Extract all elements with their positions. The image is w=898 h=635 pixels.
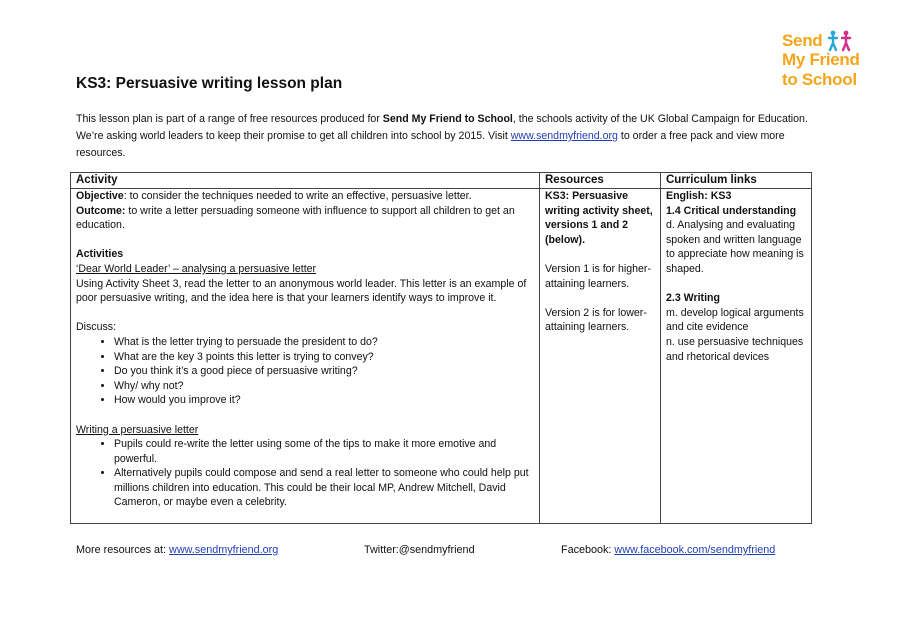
intro-text-2: , the schools activity of the UK Global Campaign for Education. We’re asking world leaders to keep their promise to get all children into school by 2015. Visit — [76, 113, 808, 142]
outcome-label: Outcome: — [76, 204, 126, 217]
footer-facebook-label: Facebook: — [561, 544, 615, 556]
resources-version-1: Version 1 is for higher-attaining learners. — [545, 262, 651, 290]
intro-text-3: to order a free pack and view more resources. — [76, 130, 785, 159]
page-title: KS3: Persuasive writing lesson plan — [76, 75, 343, 92]
table-header-row — [71, 173, 812, 189]
footer-facebook-link[interactable]: www.facebook.com/sendmyfriend — [614, 544, 776, 556]
section-writing-letter-title: Writing a persuasive letter — [76, 423, 199, 436]
list-item: • Alternatively pupils could compose and send a real letter to someone who could help put millions children into education. This could be their local MP, Andrew Mitchell, David Cameron, or maybe even a celebrity. — [114, 466, 534, 510]
send-my-friend-logo — [782, 30, 872, 92]
section-dear-world-leader-text: Using Activity Sheet 3, read the letter to an anonymous world leader. This letter is an example of poor persuasive writing, and the idea here is that your learners identify ways to improve it. — [76, 277, 527, 305]
logo-line-send: Send — [782, 31, 823, 50]
resources-main: KS3: Persuasive writing activity sheet, versions 1 and 2 (below). — [545, 190, 653, 246]
logo-line-to-school: to School — [782, 70, 857, 89]
list-item: • What is the letter trying to persuade the president to do? — [114, 335, 534, 350]
outcome — [76, 204, 534, 233]
list-item: • Pupils could re-write the letter using some of the tips to make it more emotive and powerful. — [114, 437, 534, 466]
logo-line-my-friend: My Friend — [782, 50, 860, 69]
intro-org-name: Send My Friend to School — [382, 113, 513, 125]
curriculum-english: English: KS3 — [666, 190, 732, 202]
header-curriculum-links: Curriculum links — [661, 173, 812, 189]
intro-text-1: This lesson plan is part of a range of free resources produced for — [76, 113, 383, 125]
list-item: • Why/ why not? — [114, 379, 534, 394]
footer-facebook — [561, 543, 775, 558]
section-dear-world-leader-title: ‘Dear World Leader’ – analysing a persuasive letter — [76, 262, 317, 275]
curriculum-writing-n: n. use persuasive techniques and rhetorical devices — [666, 335, 804, 363]
resources-cell — [540, 189, 661, 524]
intro-website-link[interactable]: www.sendmyfriend.org — [510, 130, 618, 142]
footer-resources-label: More resources at: — [76, 544, 170, 556]
discuss-label: Discuss: — [76, 321, 117, 334]
activity-cell — [71, 189, 540, 524]
curriculum-critical-text: d. Analysing and evaluating spoken and written language to appreciate how meaning is shaped. — [666, 219, 804, 275]
intro-paragraph — [76, 111, 816, 162]
outcome-text: to write a letter persuading someone with influence to support all children to get an education. — [76, 204, 515, 232]
curriculum-heading-critical: 1.4 Critical understanding — [666, 204, 797, 217]
objective-text: : to consider the techniques needed to write an effective, persuasive letter. — [123, 190, 472, 202]
list-item: • How would you improve it? — [114, 393, 534, 408]
list-item: • What are the key 3 points this letter is trying to convey? — [114, 350, 534, 365]
header-activity: Activity — [71, 173, 540, 189]
table-body-row — [71, 189, 812, 524]
footer-twitter: Twitter:@sendmyfriend — [364, 544, 475, 556]
footer-resources — [76, 543, 278, 558]
objective-label: Objective — [76, 190, 124, 202]
children-figures-icon — [826, 30, 856, 52]
curriculum-cell — [661, 189, 812, 524]
header-resources: Resources — [540, 173, 661, 189]
lesson-plan-table — [70, 172, 812, 524]
footer-website-link[interactable]: www.sendmyfriend.org — [169, 544, 279, 556]
list-item: • Do you think it’s a good piece of persuasive writing? — [114, 364, 534, 379]
writing-list — [76, 437, 534, 510]
curriculum-writing-m: m. develop logical arguments and cite evidence — [666, 306, 804, 334]
discuss-list — [76, 335, 534, 408]
curriculum-heading-writing: 2.3 Writing — [666, 292, 720, 305]
objective — [76, 189, 534, 204]
activities-heading: Activities — [76, 248, 124, 261]
resources-version-2: Version 2 is for lower-attaining learners. — [545, 306, 647, 334]
